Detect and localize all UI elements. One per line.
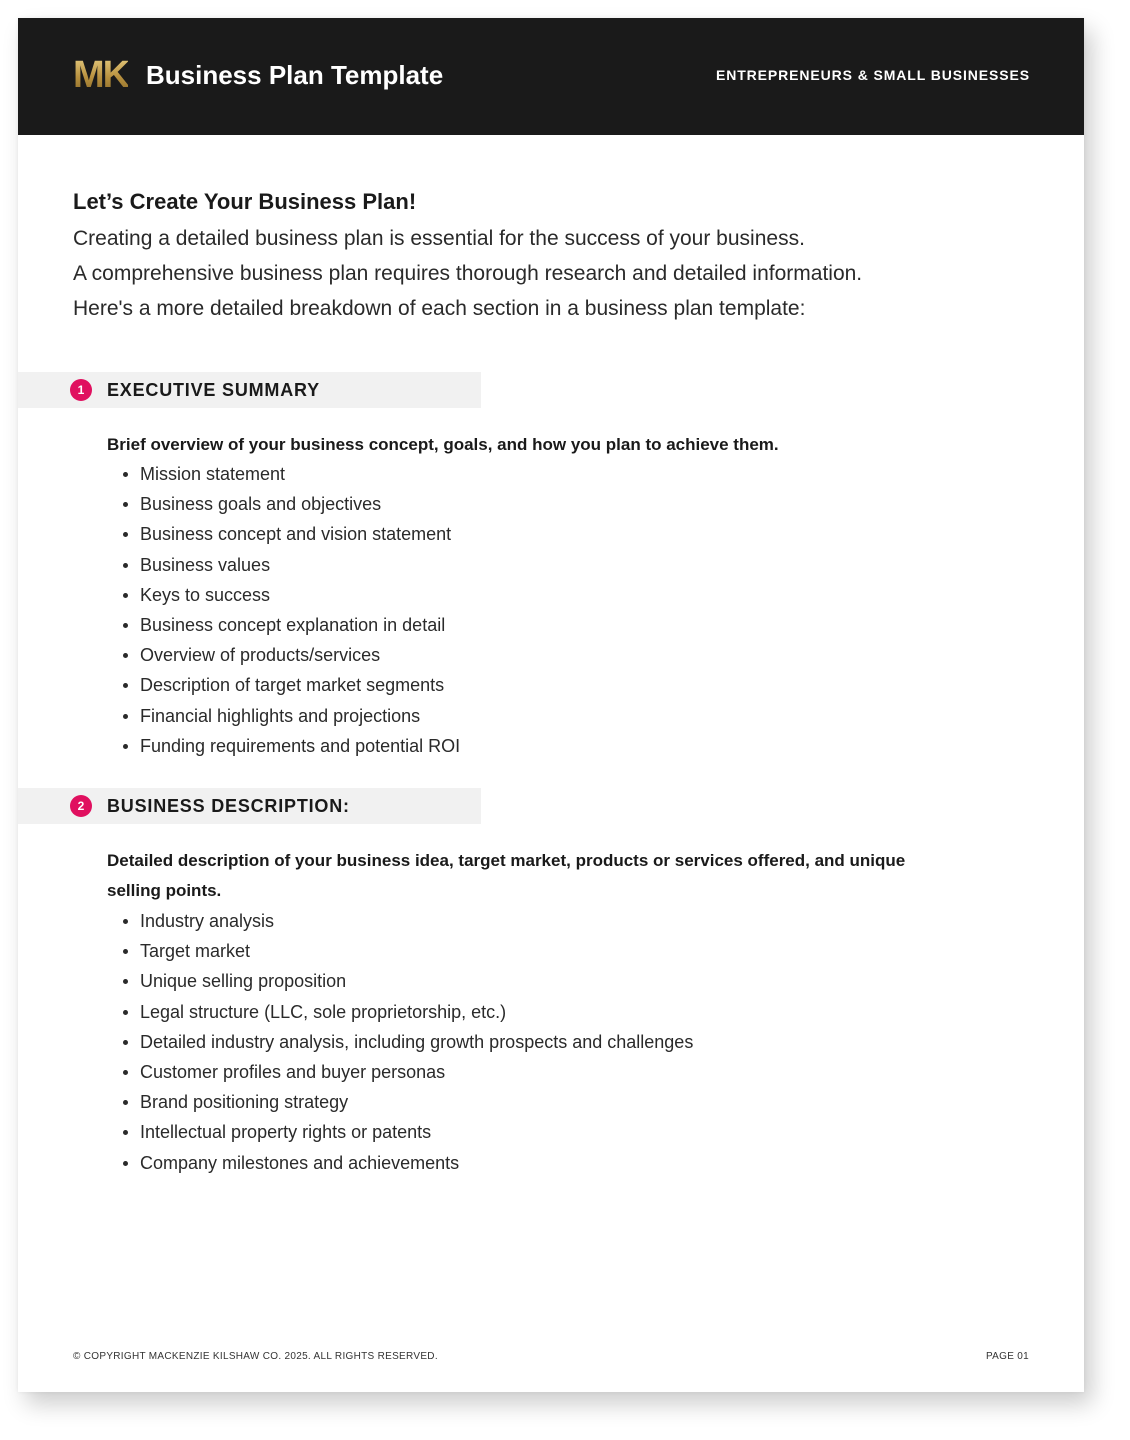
list-item: Company milestones and achievements [121,1148,693,1178]
list-item: Description of target market segments [121,670,460,700]
section-description: Brief overview of your business concept, goals, and how you plan to achieve them. [107,435,779,454]
list-item: Mission statement [121,459,460,489]
list-item: Business concept and vision statement [121,519,460,549]
document-page [18,18,1084,1392]
page-header [18,18,1084,135]
list-item: Keys to success [121,580,460,610]
intro-line: A comprehensive business plan requires thorough research and detailed information. [73,262,863,285]
brand-logo: MK [73,54,129,96]
list-item: Overview of products/services [121,640,460,670]
list-item: Detailed industry analysis, including growth prospects and challenges [121,1027,693,1057]
list-item: Legal structure (LLC, sole proprietorship, etc.) [121,997,693,1027]
list-item: Customer profiles and buyer personas [121,1057,693,1087]
footer-copyright: © COPYRIGHT MACKENZIE KILSHAW CO. 2025. ALL RIGHTS RESERVED. [73,1351,438,1362]
list-item: Business goals and objectives [121,489,460,519]
document-title: Business Plan Template [146,60,444,90]
section-description: Detailed description of your business idea, target market, products or services offered, and unique selling points. [107,851,906,900]
list-item: Brand positioning strategy [121,1087,693,1117]
section-header-business-description [18,788,481,824]
intro-heading: Let’s Create Your Business Plan! [73,189,417,214]
intro-line: Here's a more detailed breakdown of each section in a business plan template: [73,297,806,320]
list-item: Financial highlights and projections [121,701,460,731]
section-number-badge: 1 [70,379,92,401]
list-item: Business values [121,550,460,580]
header-tagline: ENTREPRENEURS & SMALL BUSINESSES [715,67,1030,83]
list-item: Industry analysis [121,906,693,936]
section-title: BUSINESS DESCRIPTION: [107,796,350,816]
list-item: Funding requirements and potential ROI [121,731,460,761]
footer-page-number: PAGE 01 [985,1351,1029,1362]
intro-line: Creating a detailed business plan is essential for the success of your business. [73,227,805,250]
section-bullet-list [121,459,460,761]
section-header-executive-summary [18,372,481,408]
list-item: Business concept explanation in detail [121,610,460,640]
section-bullet-list [121,906,693,1178]
list-item: Intellectual property rights or patents [121,1117,693,1147]
list-item: Unique selling proposition [121,966,693,996]
list-item: Target market [121,936,693,966]
section-title: EXECUTIVE SUMMARY [107,380,320,400]
section-number-badge: 2 [70,795,92,817]
